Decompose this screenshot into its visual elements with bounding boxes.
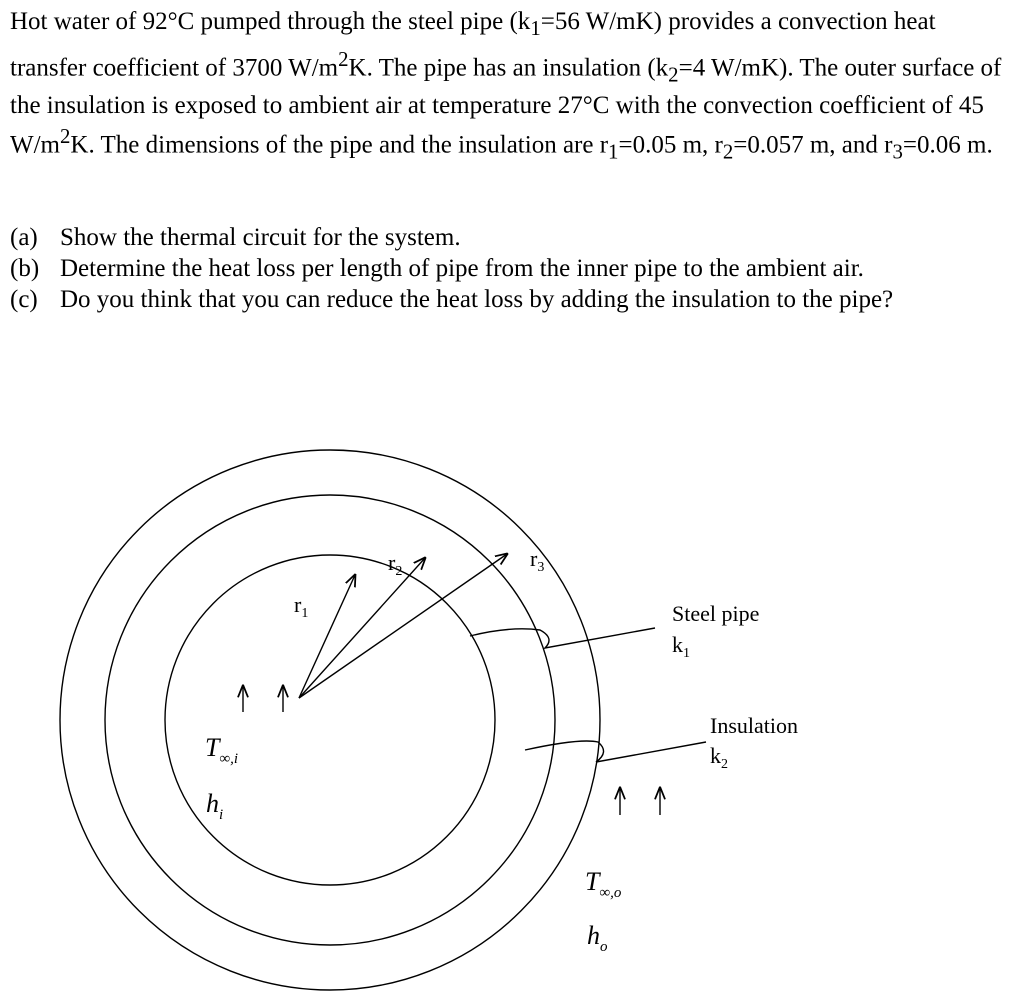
pipe-inner-circle — [165, 555, 495, 885]
problem-text: =56 W/mK) provides a convection heat transfer coefficient of 3700 W/m — [10, 8, 936, 82]
steel-k-label: $k_1$ — [672, 632, 690, 661]
part-label: (b) — [10, 255, 40, 282]
pipe-diagram — [0, 430, 1024, 1003]
part-label: (c) — [10, 286, 38, 313]
r3-arrow — [299, 554, 507, 698]
pipe-outer-circle — [105, 495, 555, 945]
r1-label: $r_1$ — [294, 592, 309, 621]
subscript: 3 — [892, 139, 903, 164]
problem-paragraph — [10, 6, 1015, 168]
question-part-c — [10, 284, 1015, 315]
h-inner-label: $h_i$ — [206, 789, 224, 823]
question-parts — [10, 222, 1015, 315]
r1-arrow — [299, 575, 355, 698]
part-text: Do you think that you can reduce the heat loss by adding the insulation to the pipe? — [60, 286, 894, 313]
insulation-label: Insulation — [710, 713, 798, 738]
insulation-k-label: $k_2$ — [710, 743, 728, 772]
problem-text: K. The dimensions of the pipe and the insulation are r — [70, 131, 609, 159]
problem-text: Hot water of 92°C pumped through the steel pipe (k — [10, 8, 531, 35]
subscript: 1 — [530, 16, 541, 40]
question-part-a — [10, 222, 1015, 253]
r2-arrow — [299, 558, 425, 698]
problem-text: =0.057 m, and r — [733, 131, 893, 159]
steel-pipe-label: Steel pipe — [672, 601, 760, 626]
subscript: 2 — [722, 139, 734, 164]
question-part-b — [10, 253, 1015, 284]
h-outer-label: $h_o$ — [587, 921, 608, 955]
insulation-outer-circle — [60, 450, 600, 990]
pipe-cross-section-figure — [0, 430, 1024, 1003]
problem-text: =0.05 m, r — [618, 131, 723, 159]
steel-pipe-leader — [470, 628, 655, 648]
r2-label: $r_2$ — [388, 550, 403, 579]
subscript: 1 — [608, 139, 619, 164]
r3-label: $r_3$ — [530, 546, 545, 575]
part-text: Show the thermal circuit for the system. — [60, 224, 461, 251]
t-outer-label: $T_{\infty,o}$ — [585, 867, 622, 901]
part-label: (a) — [10, 224, 38, 251]
superscript: 2 — [338, 47, 349, 71]
problem-text: =0.06 m. — [902, 131, 993, 159]
part-text: Determine the heat loss per length of pipe from the inner pipe to the ambient air. — [60, 255, 864, 282]
subscript: 2 — [668, 62, 679, 87]
superscript: 2 — [60, 124, 71, 149]
problem-statement — [10, 6, 1015, 168]
problem-text: K. The pipe has an insulation (k — [348, 54, 669, 82]
problem-text: =4 W/mK). The outer surface of the insulation is exposed to ambient air at temperature 27°C with the convection coefficient of 45 W/m — [10, 54, 1002, 159]
t-inner-label: $T_{\infty,i}$ — [205, 733, 239, 767]
